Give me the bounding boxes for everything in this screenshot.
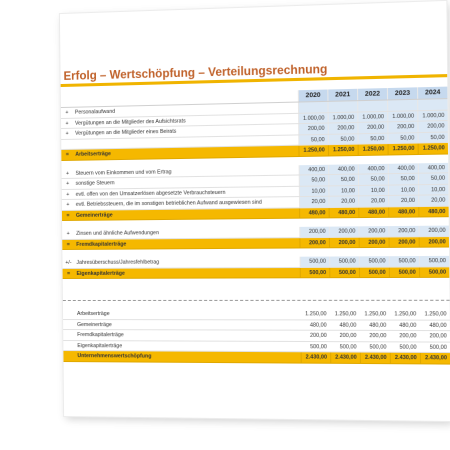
summary-row bbox=[63, 309, 450, 320]
row-sign: + bbox=[65, 120, 69, 127]
value-cell-2024[interactable]: 200,00 bbox=[417, 121, 447, 132]
row-sign: = bbox=[66, 241, 70, 248]
value-cell-2024[interactable]: 1.250,00 bbox=[419, 309, 449, 319]
value-cell-2022[interactable]: 480,00 bbox=[358, 207, 388, 217]
value-cell-2022[interactable]: 2022 bbox=[357, 88, 387, 100]
value-cell-2023[interactable]: 1.250,00 bbox=[389, 309, 419, 319]
value-cell-2023[interactable]: 500,00 bbox=[389, 256, 419, 266]
value-cell-2021[interactable]: 500,00 bbox=[329, 267, 359, 277]
row-values bbox=[300, 331, 450, 341]
value-cell-2022[interactable]: 480,00 bbox=[359, 320, 389, 330]
row-values bbox=[299, 184, 449, 196]
value-cell-2022[interactable]: 2.430,00 bbox=[360, 353, 390, 363]
value-cell-2021[interactable]: 50,00 bbox=[328, 175, 358, 185]
value-cell-2020[interactable]: 200,00 bbox=[299, 237, 329, 247]
row-sign: + bbox=[66, 180, 70, 187]
value-cell-2024[interactable]: 50,00 bbox=[417, 132, 447, 142]
value-cell-2023[interactable]: 500,00 bbox=[389, 267, 419, 277]
page-title: Erfolg – Wertschöpfung – Verteilungsrechnung bbox=[60, 57, 447, 87]
value-cell-2021[interactable]: 480,00 bbox=[330, 320, 360, 330]
spreadsheet-page bbox=[60, 1, 450, 421]
value-cell-2023[interactable]: 200,00 bbox=[388, 226, 418, 236]
row-label: sonstige Steuern bbox=[75, 180, 115, 187]
value-cell-2020[interactable]: 500,00 bbox=[300, 257, 330, 267]
row-label: Gemeinerträge bbox=[75, 211, 113, 219]
value-cell-2023[interactable]: 480,00 bbox=[389, 320, 419, 330]
value-cell-2023[interactable]: 500,00 bbox=[390, 342, 420, 352]
value-cell-2022[interactable]: 20,00 bbox=[358, 196, 388, 206]
value-cell-2021[interactable]: 50,00 bbox=[328, 134, 358, 144]
row-sign: = bbox=[67, 270, 71, 277]
row-values bbox=[300, 256, 450, 267]
value-cell-2023[interactable]: 480,00 bbox=[388, 207, 418, 217]
row-label: Personalaufwand bbox=[74, 108, 116, 116]
value-cell-2020[interactable]: 1.250,00 bbox=[300, 309, 330, 319]
value-cell-2020[interactable]: 2020 bbox=[298, 90, 328, 102]
row-sign: = bbox=[66, 212, 70, 219]
value-cell-2020[interactable]: 1.000,00 bbox=[298, 113, 328, 123]
value-cell-2023[interactable]: 50,00 bbox=[388, 174, 418, 184]
row-label: Arbeitserträge bbox=[75, 151, 111, 158]
value-cell-2022[interactable]: 1.000,00 bbox=[357, 111, 387, 121]
value-cell-2022[interactable]: 200,00 bbox=[357, 122, 387, 132]
value-cell-2024[interactable]: 10,00 bbox=[418, 184, 448, 194]
row-label: Steuern vom Einkommen und vom Ertrag bbox=[75, 168, 172, 177]
value-cell-2020[interactable]: 480,00 bbox=[300, 320, 330, 330]
row-sign: + bbox=[65, 109, 69, 116]
value-cell-2022[interactable]: 50,00 bbox=[358, 174, 388, 184]
value-cell-2024[interactable]: 200,00 bbox=[420, 331, 450, 341]
row-label: Fremdkapitalerträge bbox=[76, 241, 127, 248]
row-sign: + bbox=[66, 191, 70, 198]
value-cell-2023[interactable]: 20,00 bbox=[388, 196, 418, 206]
value-cell-2022[interactable]: 10,00 bbox=[358, 185, 388, 195]
row-label: Gemeinerträge bbox=[77, 321, 112, 328]
value-cell-2024[interactable]: 50,00 bbox=[418, 173, 448, 183]
value-cell-2022[interactable]: 1.250,00 bbox=[358, 144, 388, 154]
value-cell-2024[interactable]: 200,00 bbox=[419, 237, 449, 247]
value-cell-2023[interactable]: 50,00 bbox=[387, 133, 417, 143]
value-cell-2020[interactable]: 500,00 bbox=[300, 267, 330, 277]
value-cell-2021[interactable]: 1.250,00 bbox=[330, 309, 360, 319]
value-cell-2020[interactable]: 500,00 bbox=[300, 341, 330, 351]
value-cell-2024[interactable]: 2.430,00 bbox=[420, 353, 450, 363]
value-cell-2024[interactable]: 480,00 bbox=[420, 320, 450, 330]
row-label: Eigenkapitalerträge bbox=[77, 342, 123, 349]
value-cell-2024[interactable]: 2024 bbox=[417, 87, 447, 99]
row-values bbox=[299, 237, 449, 248]
value-cell-2020[interactable]: 50,00 bbox=[298, 134, 328, 144]
value-cell-2022[interactable]: 400,00 bbox=[358, 163, 388, 173]
value-cell-2023[interactable]: 1.250,00 bbox=[387, 144, 417, 154]
value-cell-2022[interactable]: 500,00 bbox=[359, 267, 389, 277]
value-cell-2024[interactable]: 400,00 bbox=[418, 162, 448, 172]
value-cell-2022[interactable]: 200,00 bbox=[360, 331, 390, 341]
row-sign: + bbox=[66, 230, 70, 237]
value-cell-2020[interactable]: 400,00 bbox=[299, 164, 329, 174]
row-label: Vergütungen an die Mitglieder eines Beirats bbox=[75, 128, 177, 137]
row-sign: + bbox=[65, 170, 70, 177]
value-cell-2021[interactable]: 2.430,00 bbox=[330, 352, 360, 362]
value-cell-2022[interactable]: 500,00 bbox=[360, 342, 390, 352]
row-values bbox=[300, 341, 450, 352]
value-cell-2021[interactable]: 20,00 bbox=[328, 196, 358, 206]
value-cell-2020[interactable] bbox=[298, 102, 328, 112]
value-cell-2024[interactable]: 20,00 bbox=[418, 195, 448, 205]
value-cell-2021[interactable]: 10,00 bbox=[328, 185, 358, 195]
value-cell-2023[interactable]: 1.000,00 bbox=[387, 111, 417, 122]
value-cell-2021[interactable]: 400,00 bbox=[328, 164, 358, 174]
value-cell-2020[interactable]: 50,00 bbox=[299, 175, 329, 185]
value-cell-2020[interactable]: 200,00 bbox=[299, 227, 329, 237]
value-cell-2021[interactable]: 200,00 bbox=[328, 123, 358, 133]
value-cell-2022[interactable]: 1.250,00 bbox=[359, 309, 389, 319]
row-label: Vergütungen an die Mitglieder des Aufsichtsrats bbox=[74, 117, 186, 127]
value-cell-2020[interactable]: 10,00 bbox=[299, 186, 329, 196]
row-sign: + bbox=[66, 201, 70, 208]
value-cell-2020[interactable]: 1.250,00 bbox=[298, 145, 328, 155]
row-label: evtl. offen von den Umsatzerlösen abgesetzte Verbrauchsteuern bbox=[75, 189, 226, 198]
row-values bbox=[300, 320, 450, 330]
row-label: Jahresüberschuss/Jahresfehlbetrag bbox=[76, 259, 160, 266]
value-cell-2021[interactable]: 2021 bbox=[327, 89, 357, 101]
spacer-row bbox=[63, 301, 450, 309]
value-cell-2021[interactable]: 500,00 bbox=[329, 256, 359, 266]
value-cell-2023[interactable]: 200,00 bbox=[388, 237, 418, 247]
value-cell-2024[interactable]: 480,00 bbox=[418, 206, 448, 216]
row-label: Zinsen und ähnliche Aufwendungen bbox=[76, 230, 159, 237]
row-values bbox=[299, 173, 449, 185]
row-values bbox=[300, 267, 450, 277]
row-values bbox=[300, 309, 450, 319]
row-sign: +/- bbox=[65, 259, 72, 266]
value-cell-2020[interactable]: 2.430,00 bbox=[301, 352, 331, 362]
value-cell-2024[interactable]: 500,00 bbox=[419, 267, 449, 277]
row-label: evtl. Betriebssteuern, die im sonstigen betrieblichen Aufwand ausgewiesen sind bbox=[75, 199, 262, 208]
value-cell-2022[interactable]: 50,00 bbox=[357, 133, 387, 143]
grand-total-row bbox=[63, 351, 450, 364]
value-cell-2024[interactable]: 200,00 bbox=[418, 226, 448, 236]
value-cell-2023[interactable]: 200,00 bbox=[390, 331, 420, 341]
value-cell-2022[interactable]: 200,00 bbox=[359, 237, 389, 247]
row-values bbox=[299, 195, 449, 207]
row-label: Eigenkapitalerträge bbox=[76, 270, 125, 277]
row-sign: = bbox=[65, 151, 69, 158]
row-values bbox=[299, 206, 449, 217]
value-cell-2023[interactable]: 2.430,00 bbox=[390, 353, 420, 363]
row-label: Arbeitserträge bbox=[76, 311, 110, 318]
value-cell-2023[interactable]: 2023 bbox=[387, 87, 417, 99]
value-cell-2023[interactable]: 10,00 bbox=[388, 185, 418, 195]
value-cell-2021[interactable] bbox=[327, 101, 357, 111]
value-cell-2024[interactable]: 1.000,00 bbox=[417, 110, 447, 121]
value-cell-2022[interactable]: 200,00 bbox=[358, 226, 388, 236]
value-cell-2024[interactable]: 500,00 bbox=[420, 342, 450, 352]
value-cell-2024[interactable] bbox=[417, 99, 447, 110]
value-cell-2023[interactable]: 200,00 bbox=[387, 122, 417, 132]
value-cell-2021[interactable]: 200,00 bbox=[329, 226, 359, 236]
row-label: Unternehmenswertschöpfung bbox=[77, 353, 152, 360]
value-cell-2020[interactable]: 200,00 bbox=[298, 124, 328, 134]
value-cell-2022[interactable]: 500,00 bbox=[359, 256, 389, 266]
calculation-table bbox=[61, 87, 450, 364]
value-cell-2021[interactable]: 200,00 bbox=[330, 331, 360, 341]
row-label: Fremdkapitalerträge bbox=[77, 332, 124, 339]
value-cell-2020[interactable]: 20,00 bbox=[299, 197, 329, 207]
value-cell-2020[interactable]: 200,00 bbox=[300, 331, 330, 341]
value-cell-2021[interactable]: 1.000,00 bbox=[328, 112, 358, 122]
value-cell-2024[interactable]: 1.250,00 bbox=[418, 143, 448, 153]
value-cell-2020[interactable]: 480,00 bbox=[299, 208, 329, 218]
row-values bbox=[299, 226, 449, 237]
value-cell-2023[interactable]: 400,00 bbox=[388, 163, 418, 173]
value-cell-2021[interactable]: 200,00 bbox=[329, 237, 359, 247]
row-sign: + bbox=[65, 130, 69, 137]
row-values bbox=[301, 352, 450, 363]
value-cell-2021[interactable]: 480,00 bbox=[329, 207, 359, 217]
value-cell-2022[interactable] bbox=[357, 101, 387, 112]
value-cell-2021[interactable]: 1.250,00 bbox=[328, 145, 358, 155]
value-cell-2024[interactable]: 500,00 bbox=[419, 256, 449, 266]
value-cell-2021[interactable]: 500,00 bbox=[330, 342, 360, 352]
value-cell-2023[interactable] bbox=[387, 100, 417, 111]
